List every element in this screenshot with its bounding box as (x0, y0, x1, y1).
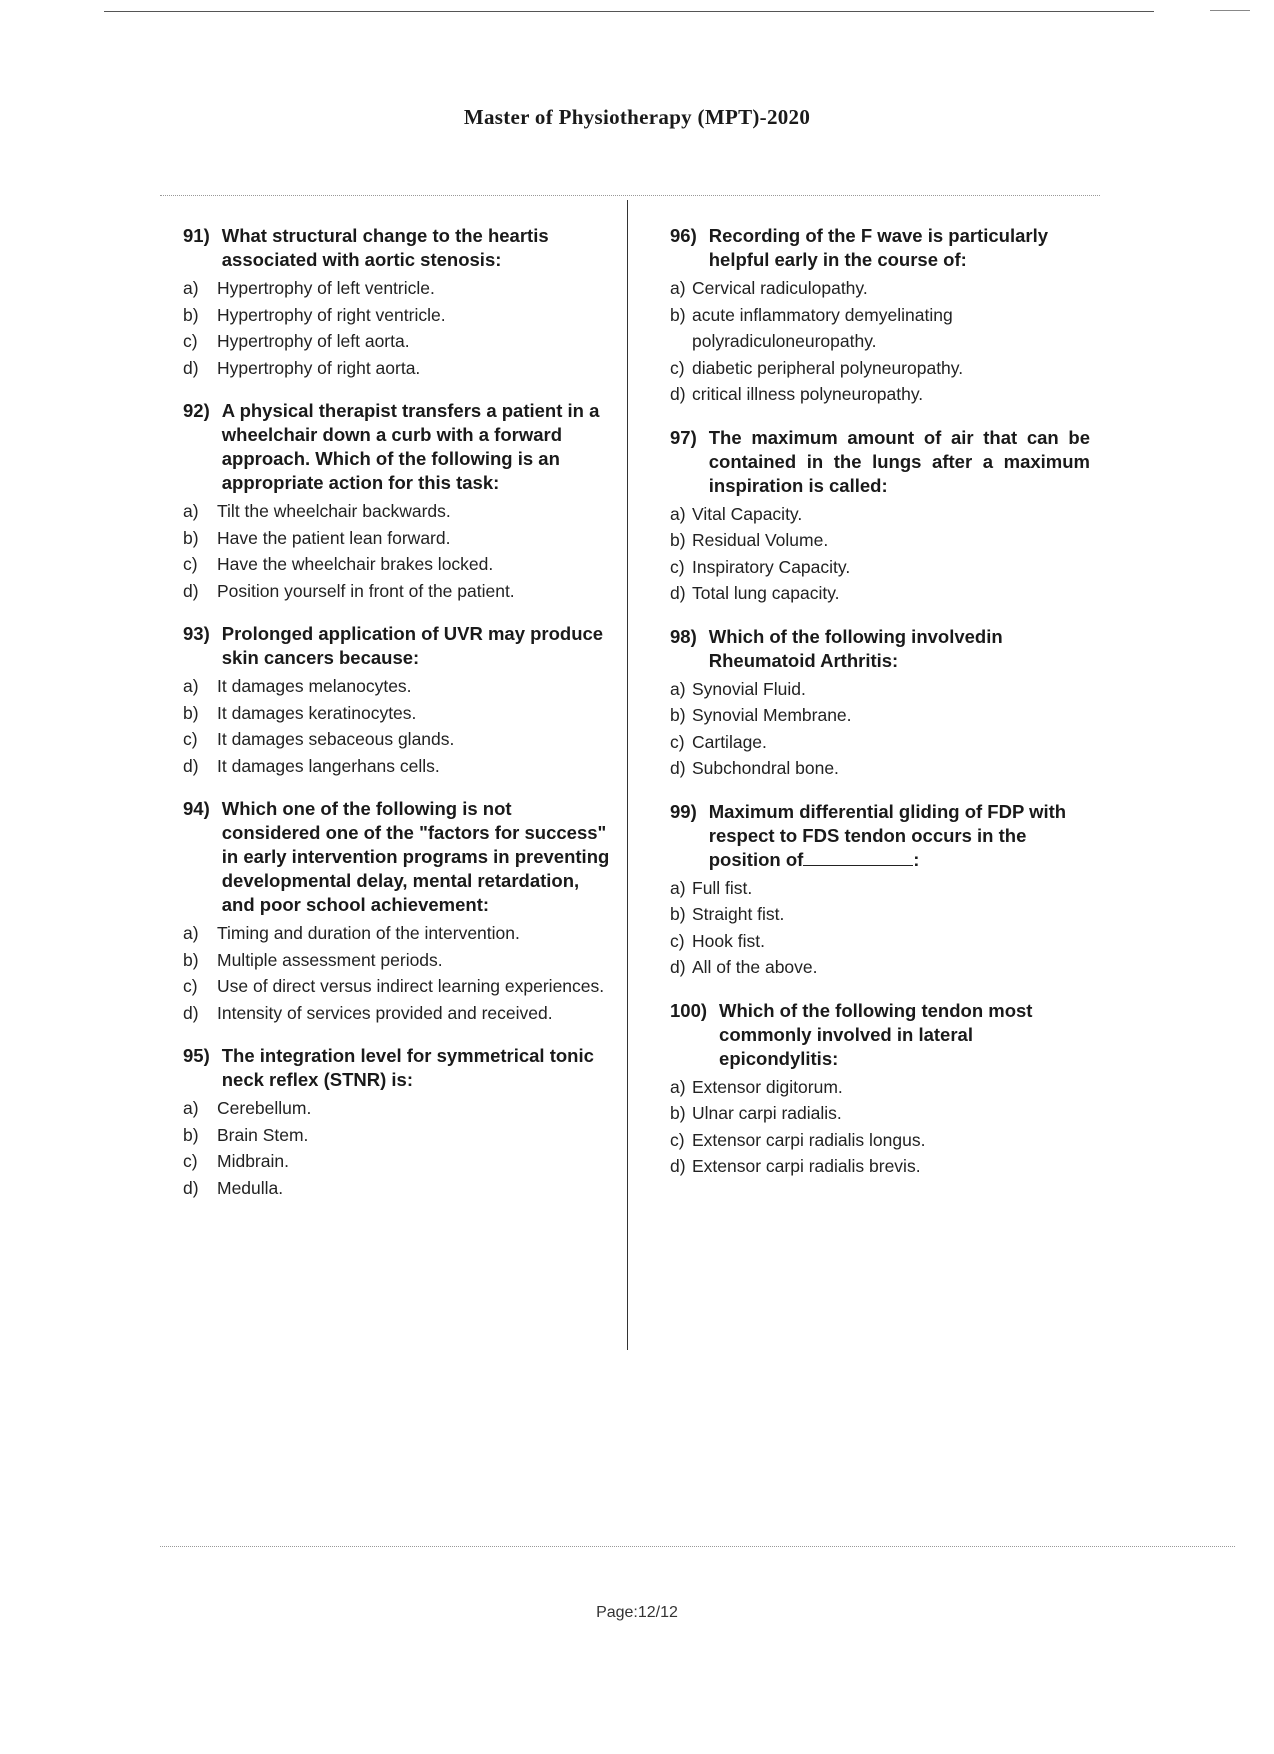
option (670, 501, 1090, 528)
question-97 (670, 426, 1090, 607)
option-text: Hypertrophy of right ventricle. (217, 304, 446, 325)
question-number: 92) (183, 400, 210, 421)
left-column (183, 224, 613, 1219)
option-text: Subchondral bone. (692, 758, 839, 778)
option (670, 729, 1090, 756)
option-letter: a) (183, 676, 199, 696)
option (183, 498, 613, 525)
option-letter: a) (670, 678, 686, 699)
option (670, 554, 1090, 581)
column-divider (627, 200, 628, 1350)
option-text: acute inflammatory demyelinating polyradiculoneuropathy. (692, 304, 953, 351)
option-letter: c) (183, 331, 198, 351)
option (670, 381, 1090, 408)
right-column (670, 224, 1090, 1198)
option-text: Hypertrophy of left ventricle. (217, 278, 435, 298)
option-letter: c) (183, 976, 198, 996)
page-title: Master of Physiotherapy (MPT)-2020 (463, 105, 811, 129)
option-text: Vital Capacity. (692, 503, 803, 524)
option-text: All of the above. (692, 957, 818, 977)
option-letter: b) (670, 705, 686, 725)
option (670, 875, 1090, 902)
option-letter: a) (670, 278, 686, 298)
option-text: diabetic peripheral polyneuropathy. (692, 357, 964, 378)
option (183, 328, 613, 355)
option-letter: d) (670, 583, 686, 603)
footer-divider (160, 1546, 1235, 1547)
question-96 (670, 224, 1090, 408)
question-text: A physical therapist transfers a patient in a wheelchair down a curb with a forward approach. Which of the following is an appropriate action for this task: (221, 400, 600, 493)
option-text: Inspiratory Capacity. (692, 556, 851, 577)
option (183, 1148, 613, 1175)
option-text: Have the wheelchair brakes locked. (217, 554, 494, 574)
option-text: Position yourself in front of the patient. (217, 580, 515, 601)
option-letter: d) (670, 1156, 686, 1176)
option-text: It damages sebaceous glands. (217, 729, 455, 749)
question-text-wrapper (709, 800, 1090, 872)
question-number: 94) (183, 798, 210, 819)
option (670, 702, 1090, 729)
option (670, 901, 1090, 928)
option (670, 355, 1090, 382)
option (670, 676, 1090, 703)
option-letter: d) (670, 384, 686, 404)
question-text: Which of the following tendon most commonly involved in lateral epicondylitis: (719, 999, 1033, 1069)
question-94 (183, 797, 613, 1026)
question-text: The maximum amount of air that can be contained in the lungs after a maximum inspiration is called: (708, 426, 1090, 496)
question-text: Which one of the following is not considered one of the "factors for success" in early intervention programs in preventing developmental delay, mental retardation, and poor school achievement: (221, 798, 610, 915)
question-text: Prolonged application of UVR may produce skin cancers because: (221, 623, 604, 668)
option-text: Have the patient lean forward. (217, 527, 451, 548)
question-95 (183, 1044, 613, 1201)
scan-edge-line (104, 11, 1154, 12)
option-letter: a) (183, 1098, 199, 1118)
header-divider (160, 195, 1100, 196)
option (183, 302, 613, 329)
option (183, 973, 613, 1000)
option-letter: a) (183, 501, 199, 521)
option (670, 1100, 1090, 1127)
question-text: What structural change to the heartis associated with aortic stenosis: (221, 225, 549, 270)
option-text: Intensity of services provided and received. (217, 1002, 553, 1023)
option-text: Hypertrophy of left aorta. (217, 331, 410, 351)
option (183, 355, 613, 382)
option (183, 551, 613, 578)
option (670, 1153, 1090, 1180)
question-99 (670, 800, 1090, 981)
option (670, 755, 1090, 782)
option-text: Use of direct versus indirect learning experiences. (217, 976, 605, 996)
option-letter: b) (670, 304, 686, 325)
option-text: Cerebellum. (217, 1098, 312, 1118)
option-text: It damages langerhans cells. (217, 755, 440, 776)
option (670, 580, 1090, 607)
option (670, 954, 1090, 981)
scan-edge-line (1210, 10, 1250, 11)
options-list (670, 275, 1090, 408)
option (670, 928, 1090, 955)
option-letter: d) (670, 758, 686, 778)
option-text: Synovial Fluid. (692, 678, 806, 699)
question-text: Which of the following involvedin Rheumatoid Arthritis: (708, 625, 1003, 671)
question-number: 100) (670, 999, 708, 1021)
option (183, 753, 613, 780)
option-text: Synovial Membrane. (692, 705, 852, 725)
question-92 (183, 399, 613, 604)
option-text: critical illness polyneuropathy. (692, 384, 924, 404)
option-letter: c) (670, 556, 685, 577)
option-text: Brain Stem. (217, 1124, 309, 1145)
option-letter: b) (183, 702, 199, 723)
option-text: Full fist. (692, 877, 753, 898)
option (183, 1175, 613, 1202)
option-letter: c) (670, 731, 685, 752)
option-text: Timing and duration of the intervention. (217, 923, 520, 943)
option-letter: d) (670, 957, 686, 977)
option-letter: a) (183, 278, 199, 298)
option (670, 527, 1090, 554)
option-text: Residual Volume. (692, 530, 829, 550)
option-text: Tilt the wheelchair backwards. (217, 501, 451, 521)
option-letter: b) (670, 530, 686, 550)
option-text: It damages melanocytes. (217, 676, 412, 696)
question-93 (183, 622, 613, 779)
page-number: Page:12/12 (596, 1604, 678, 1621)
option-letter: a) (670, 877, 686, 898)
question-91 (183, 224, 613, 381)
question-100 (670, 999, 1090, 1180)
option (183, 1122, 613, 1149)
option-text: Straight fist. (692, 904, 785, 924)
option-letter: a) (183, 923, 199, 943)
option-text: Cervical radiculopathy. (692, 278, 868, 298)
option-letter: a) (670, 1076, 686, 1097)
option-letter: d) (183, 1177, 199, 1198)
options-list (183, 1095, 613, 1201)
option (183, 700, 613, 727)
option (183, 1000, 613, 1027)
option-text: Extensor digitorum. (692, 1076, 843, 1097)
question-text: Recording of the F wave is particularly helpful early in the course of: (708, 225, 1049, 270)
question-number: 97) (670, 426, 697, 448)
question-text: The integration level for symmetrical tonic neck reflex (STNR) is: (221, 1045, 594, 1090)
options-list (670, 1074, 1090, 1180)
option-letter: d) (183, 357, 199, 378)
option-text: Total lung capacity. (692, 583, 840, 603)
option-letter: b) (183, 304, 199, 325)
options-list (183, 498, 613, 604)
question-number: 93) (183, 623, 210, 644)
question-number: 91) (183, 225, 210, 246)
option-letter: c) (670, 930, 685, 951)
option-letter: b) (183, 949, 199, 970)
option (670, 1127, 1090, 1154)
options-list (670, 875, 1090, 981)
option-text: Ulnar carpi radialis. (692, 1103, 842, 1123)
option-letter: b) (183, 1124, 199, 1145)
option-text: Hook fist. (692, 930, 765, 951)
option-letter: d) (183, 755, 199, 776)
option-letter: c) (183, 1151, 198, 1171)
option (670, 1074, 1090, 1101)
option (183, 275, 613, 302)
option-letter: a) (670, 503, 686, 524)
option-letter: d) (183, 580, 199, 601)
option (183, 920, 613, 947)
option-letter: b) (670, 1103, 686, 1123)
option-text: Midbrain. (217, 1151, 289, 1171)
option-letter: b) (183, 527, 199, 548)
question-text-suffix: : (913, 848, 920, 870)
question-number: 98) (670, 625, 697, 647)
option-text: Hypertrophy of right aorta. (217, 357, 421, 378)
option (183, 947, 613, 974)
options-list (183, 673, 613, 779)
option-text: Extensor carpi radialis longus. (692, 1129, 926, 1150)
option-letter: c) (183, 729, 198, 749)
option-letter: c) (183, 554, 198, 574)
options-list (183, 275, 613, 381)
option-text: Multiple assessment periods. (217, 949, 443, 970)
option-letter: b) (670, 904, 686, 924)
question-number: 99) (670, 800, 697, 822)
options-list (183, 920, 613, 1026)
option (183, 525, 613, 552)
option-text: It damages keratinocytes. (217, 702, 417, 723)
question-number: 96) (670, 225, 697, 246)
option (670, 275, 1090, 302)
question-text: Maximum differential gliding of FDP with respect to FDS tendon occurs in the position of (708, 800, 1067, 870)
question-98 (670, 625, 1090, 782)
question-number: 95) (183, 1045, 210, 1066)
option-text: Extensor carpi radialis brevis. (692, 1156, 921, 1176)
option-text: Cartilage. (692, 731, 767, 752)
options-list (670, 676, 1090, 782)
option (183, 578, 613, 605)
option-text: Medulla. (217, 1177, 284, 1198)
option (183, 1095, 613, 1122)
option (183, 726, 613, 753)
options-list (670, 501, 1090, 607)
option-letter: d) (183, 1002, 199, 1023)
option-letter: c) (670, 1129, 685, 1150)
answer-blank (803, 864, 913, 866)
option (183, 673, 613, 700)
option (670, 302, 1090, 355)
option-letter: c) (670, 357, 685, 378)
